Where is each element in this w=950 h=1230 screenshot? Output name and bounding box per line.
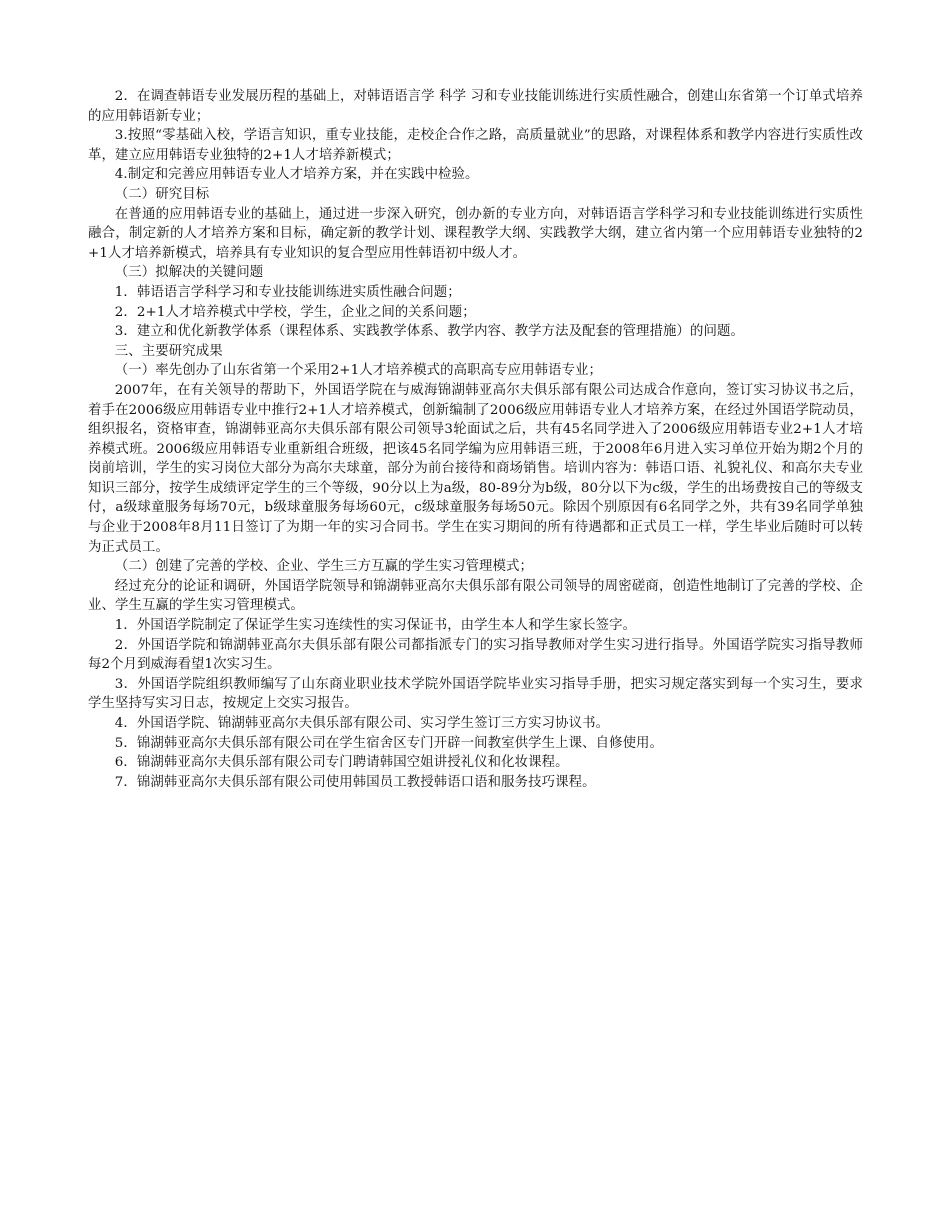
- paragraph-key-problem-2: 2．2+1人才培养模式中学校，学生，企业之间的关系问题；: [114, 304, 476, 320]
- paragraph-research-objective: 在普通的应用韩语专业的基础上，通过进一步深入研究，创办新的专业方向，对韩语语言学科学习和专业技能训练进行实质性融合，制定新的人才培养方案和目标，确定新的教学计划、课程教学大纲、实践教学大纲，建立省内第一个应用韩语专业独特的2+1人才培养新模式，培养具有专业知识的复合型应用性韩语初中级人才。: [88, 206, 863, 261]
- heading-key-problems: （三）拟解决的关键问题: [114, 265, 264, 281]
- paragraph-result-2-item-1: 1．外国语学院制定了保证学生实习连续性的实习保证书，由学生本人和学生家长签字。: [114, 618, 637, 634]
- paragraph-result-2-item-4: 4．外国语学院、锦湖韩亚高尔夫俱乐部有限公司、实习学生签订三方实习协议书。: [114, 716, 610, 731]
- paragraph-key-problem-3: 3．建立和优化新教学体系（课程体系、实践教学体系、教学内容、教学方法及配套的管理措施）的问题。: [114, 324, 744, 340]
- document-body: [88, 87, 863, 792]
- paragraph-result-2-item-7: 7．锦湖韩亚高尔夫俱乐部有限公司使用韩国员工教授韩语口语和服务技巧课程。: [114, 774, 596, 790]
- heading-result-2: （二）创建了完善的学校、企业、学生三方互赢的学生实习管理模式；: [114, 559, 534, 575]
- paragraph-result-2-item-5: 5．锦湖韩亚高尔夫俱乐部有限公司在学生宿舍区专门开辟一间教室供学生上课、自修使用。: [114, 735, 664, 751]
- paragraph-result-2-item-6: 6．锦湖韩亚高尔夫俱乐部有限公司专门聘请韩国空姐讲授礼仪和化妆课程。: [114, 755, 569, 771]
- paragraph-goal-4: 4.制定和完善应用韩语专业人才培养方案，并在实践中检验。: [114, 167, 479, 183]
- paragraph-goal-2: 2．在调查韩语专业发展历程的基础上，对韩语语言学 科学 习和专业技能训练进行实质性融合，创建山东省第一个订单式培养的应用韩语新专业；: [88, 89, 863, 124]
- paragraph-key-problem-1: 1．韩语语言学科学习和专业技能训练进实质性融合问题；: [114, 284, 461, 300]
- paragraph-result-1-detail: 2007年，在有关领导的帮助下，外国语学院在与威海锦湖韩亚高尔夫俱乐部有限公司达成合作意向，签订实习协议书之后，着手在2006级应用韩语专业中推行2+1人才培养模式，创新编制了2006级应用韩语专业人才培养方案，在经过外国语学院动员，组织报名，资格审查，锦湖韩亚高尔夫俱乐部有限公司领导3轮面试之后，共有45名同学进入了2006级应用韩语专业2+1人才培养模式班。2006级应用韩语专业重新组合班级，把该45名同学编为应用韩语三班，于2008年6月进入实习单位开始为期2个月的岗前培训，学生的实习岗位大部分为高尔夫球童，部分为前台接待和商场销售。培训内容为：韩语口语、礼貌礼仪、和高尔夫专业知识三部分，按学生成绩评定学生的三个等级，90分以上为a级，80-89分为b级，80分以下为c级，学生的出场费按自己的等级支付，a级球童服务每场70元，b级球童服务每场60元，c级球童服务每场50元。除因个别原因有6名同学之外，共有39名同学单独与企业于2008年8月11日签订了为期一年的实习合同书。学生在实习期间的所有待遇都和正式员工一样，学生毕业后随时可以转为正式员工。: [88, 382, 863, 555]
- paragraph-goal-3: 3.按照“零基础入校，学语言知识，重专业技能，走校企合作之路，高质量就业”的思路，对课程体系和教学内容进行实质性改革，建立应用韩语专业独特的2+1人才培养新模式；: [88, 128, 863, 163]
- paragraph-result-2-intro: 经过充分的论证和调研，外国语学院领导和锦湖韩亚高尔夫俱乐部有限公司领导的周密磋商，创造性地制订了完善的学校、企业、学生互赢的学生实习管理模式。: [88, 578, 863, 614]
- heading-result-1: （一）率先创办了山东省第一个采用2+1人才培养模式的高职高专应用韩语专业；: [114, 363, 603, 379]
- paragraph-result-2-item-2: 2．外国语学院和锦湖韩亚高尔夫俱乐部有限公司都指派专门的实习指导教师对学生实习进行指导。外国语学院实习指导教师每2个月到威海看望1次实习生。: [88, 637, 863, 673]
- paragraph-result-2-item-3: 3．外国语学院组织教师编写了山东商业职业技术学院外国语学院毕业实习指导手册，把实习规定落实到每一个实习生，要求学生坚持写实习日志，按规定上交实习报告。: [88, 676, 863, 712]
- heading-research-objective: （二）研究目标: [114, 186, 210, 202]
- heading-main-results: 三、主要研究成果: [114, 343, 223, 359]
